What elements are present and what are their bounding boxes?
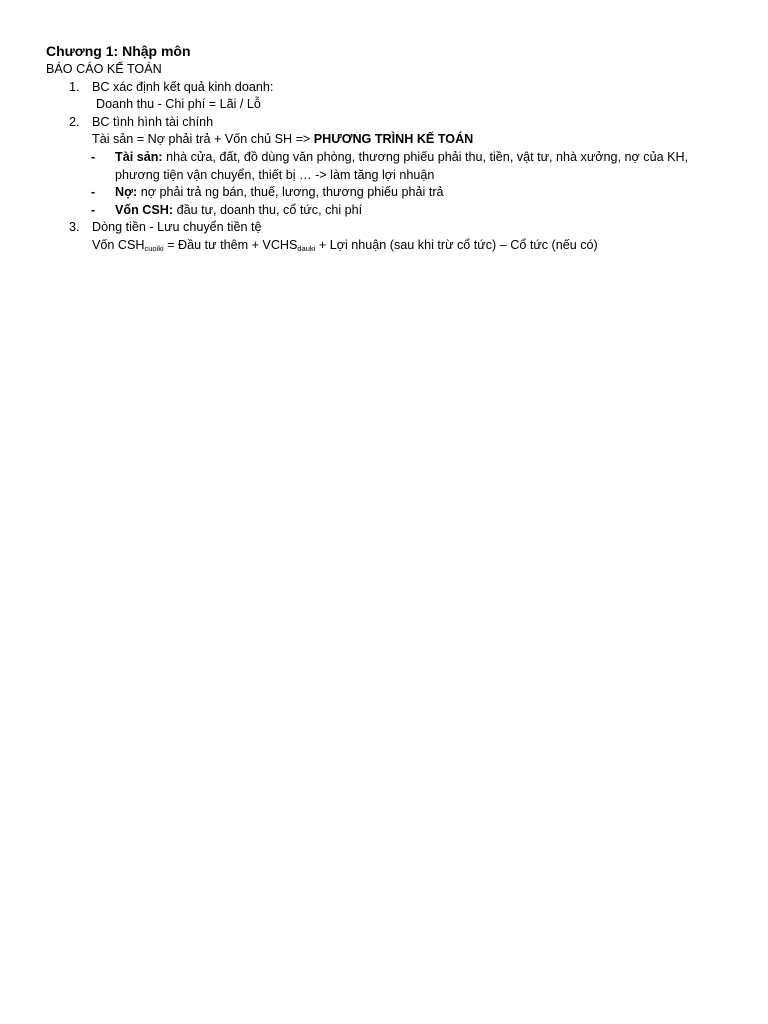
equation-name: PHƯƠNG TRÌNH KẾ TOÁN	[313, 132, 474, 147]
bullet-dash: -	[91, 149, 96, 164]
item-label: BC xác định kết quả kinh doanh:	[92, 79, 274, 94]
list-item-3	[46, 219, 736, 237]
bullet-equity	[46, 202, 736, 220]
item-label: BC tình hình tài chính	[92, 114, 214, 129]
income-formula: Doanh thu - Chi phí = Lãi / Lỗ	[96, 97, 261, 112]
equation-text: Tài sản = Nợ phải trả + Vốn chủ SH =>	[92, 132, 314, 147]
formula-part: + Lợi nhuận (sau khi trừ cổ tức) – Cổ tức (nếu có)	[315, 237, 598, 252]
bullet-dash: -	[91, 185, 96, 200]
item-number: 3.	[69, 220, 80, 235]
equity-formula	[46, 237, 736, 255]
bullet-text: nhà cửa, đất, đồ dùng văn phòng, thương phiếu phải thu, tiền, vật tư, nhà xưởng, nợ của KH,	[162, 149, 689, 164]
accounting-equation	[46, 131, 736, 149]
bullet-term: Vốn CSH:	[115, 202, 174, 217]
document-page	[46, 41, 736, 255]
formula-subscript: cuoiki	[144, 243, 164, 253]
item-number: 2.	[69, 114, 80, 129]
item-label: Dòng tiền - Lưu chuyển tiền tệ	[92, 220, 262, 235]
bullet-dash: -	[91, 202, 96, 217]
bullet-text: nợ phải trả ng bán, thuế, lương, thương phiếu phải trả	[137, 185, 444, 200]
formula-subscript: dauki	[297, 243, 316, 253]
list-item-1	[46, 79, 736, 97]
item-number: 1.	[69, 79, 80, 94]
chapter-heading: Chương 1: Nhập môn	[46, 43, 191, 59]
formula-part: = Đầu tư thêm + VCHS	[163, 237, 298, 252]
section-title: BÁO CÁO KẾ TOÁN	[46, 62, 162, 76]
formula-part: Vốn CSH	[92, 237, 145, 252]
bullet-assets	[46, 149, 736, 184]
bullet-term: Tài sản:	[115, 149, 163, 164]
list-item-2	[46, 114, 736, 132]
bullet-liabilities	[46, 184, 736, 202]
bullet-text: đầu tư, doanh thu, cổ tức, chi phí	[173, 202, 363, 217]
bullet-term: Nợ:	[115, 185, 138, 200]
bullet-text-continued: phương tiện vận chuyển, thiết bị … -> làm tăng lợi nhuận	[115, 167, 435, 182]
